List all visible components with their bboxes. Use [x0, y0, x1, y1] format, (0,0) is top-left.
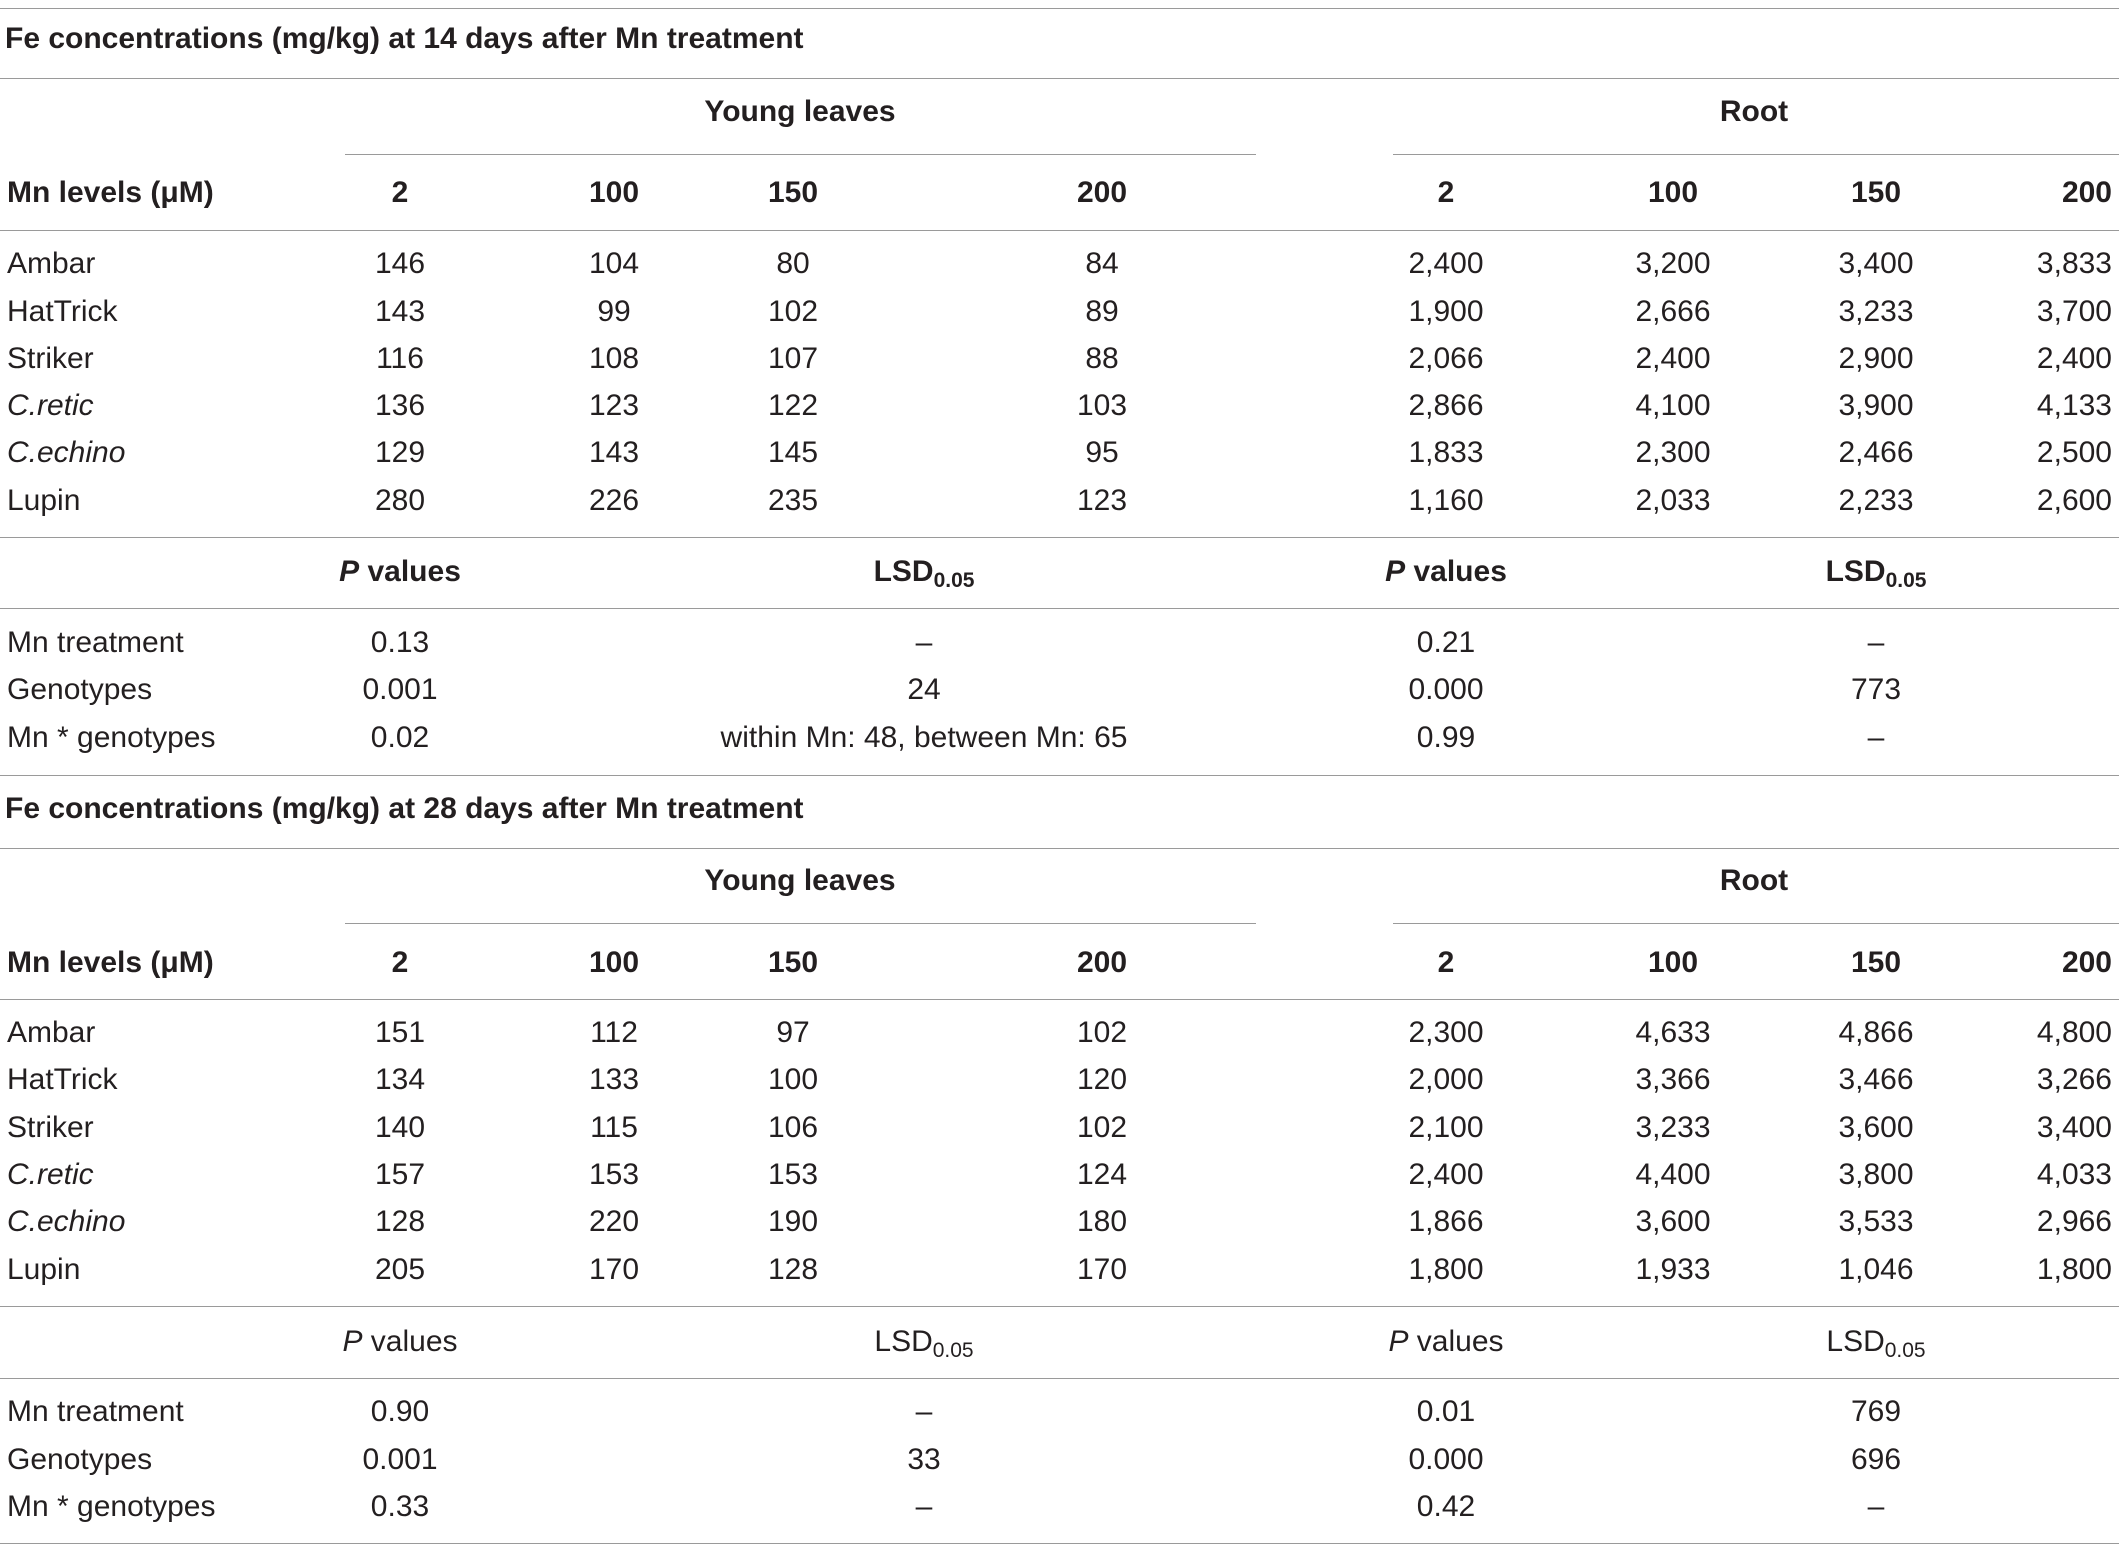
young-value-cell: 145 [767, 436, 819, 469]
young-level-header: 150 [767, 176, 819, 209]
young-value-cell: 280 [374, 484, 426, 517]
root-value-cell: 2,500 [2036, 436, 2112, 469]
root-value-cell: 2,000 [1408, 1063, 1484, 1096]
root-span-rule [1393, 923, 2119, 924]
genotype-label: HatTrick [7, 1063, 118, 1096]
stat-label: Mn treatment [7, 1395, 184, 1428]
genotype-label: Striker [7, 342, 94, 375]
young-value-cell: 116 [376, 342, 424, 375]
root-span-rule [1393, 154, 2119, 155]
root-value-cell: 1,160 [1408, 484, 1484, 517]
young-value-cell: 106 [767, 1111, 819, 1144]
root-value-cell: 3,400 [1838, 247, 1914, 280]
root-value-cell: 2,400 [1408, 247, 1484, 280]
root-value-cell: 4,800 [2036, 1016, 2112, 1049]
young-value-cell: 80 [776, 247, 810, 280]
row-header-mn-levels: Mn levels (μM) [7, 946, 214, 979]
lsd-label: LSD [1825, 555, 1886, 588]
root-value-cell: 2,900 [1838, 342, 1914, 375]
young-value-cell: 102 [767, 295, 819, 328]
root-lsd-value: – [1867, 626, 1885, 659]
young-lsd-value: – [915, 1395, 933, 1428]
young-lsd-value: – [915, 1490, 933, 1523]
young-p-values-header [342, 1327, 457, 1357]
root-value-cell: 3,233 [1838, 295, 1914, 328]
young-value-cell: 220 [588, 1205, 640, 1238]
young-p-value: 0.13 [370, 626, 430, 659]
section-title: Fe concentrations (mg/kg) at 14 days after Mn treatment [5, 22, 804, 55]
young-value-cell: 170 [588, 1253, 640, 1286]
root-value-cell: 3,400 [2036, 1111, 2112, 1144]
root-value-cell: 1,866 [1408, 1205, 1484, 1238]
root-level-header: 100 [1647, 176, 1699, 209]
root-lsd-header [1825, 555, 1927, 592]
root-p-values-header [1385, 557, 1507, 587]
young-value-cell: 143 [588, 436, 640, 469]
title-rule [0, 78, 2119, 79]
root-lsd-header [1826, 1325, 1926, 1362]
young-value-cell: 157 [374, 1158, 426, 1191]
young-leaves-group-header: Young leaves [704, 95, 896, 128]
root-value-cell: 3,600 [1838, 1111, 1914, 1144]
genotype-label: C.echino [7, 1205, 126, 1238]
lsd-label: LSD [874, 1325, 933, 1358]
young-value-cell: 84 [1085, 247, 1119, 280]
root-value-cell: 2,966 [2036, 1205, 2112, 1238]
young-value-cell: 123 [1076, 484, 1128, 517]
young-value-cell: 153 [767, 1158, 819, 1191]
young-p-value: 0.001 [362, 1443, 438, 1476]
young-value-cell: 128 [374, 1205, 426, 1238]
genotype-label: C.retic [7, 1158, 94, 1191]
young-value-cell: 151 [374, 1016, 426, 1049]
root-p-values-header [1388, 1327, 1503, 1357]
young-level-header: 100 [588, 176, 640, 209]
lsd-subscript: 0.05 [933, 569, 975, 592]
data-end-rule [0, 537, 2119, 538]
p-values-suffix: values [359, 555, 461, 588]
genotype-label: Striker [7, 1111, 94, 1144]
young-level-header: 2 [391, 946, 409, 979]
genotype-label: C.retic [7, 389, 94, 422]
young-leaves-span-rule [345, 923, 1256, 924]
young-lsd-value: – [915, 626, 933, 659]
root-value-cell: 1,046 [1838, 1253, 1914, 1286]
genotype-label: Ambar [7, 1016, 96, 1049]
genotype-label: C.echino [7, 436, 126, 469]
root-value-cell: 2,300 [1635, 436, 1711, 469]
header-rule [0, 999, 2119, 1000]
young-value-cell: 97 [776, 1016, 810, 1049]
young-p-value: 0.02 [370, 721, 430, 754]
root-value-cell: 2,066 [1408, 342, 1484, 375]
root-value-cell: 1,800 [1408, 1253, 1484, 1286]
root-value-cell: 3,366 [1635, 1063, 1711, 1096]
young-value-cell: 124 [1076, 1158, 1128, 1191]
young-value-cell: 226 [588, 484, 640, 517]
row-header-mn-levels: Mn levels (μM) [7, 176, 214, 209]
lsd-subscript: 0.05 [1884, 1339, 1926, 1362]
root-value-cell: 3,266 [2036, 1063, 2112, 1096]
section-end-rule [0, 1543, 2119, 1544]
root-level-header: 2 [1437, 946, 1455, 979]
root-lsd-value: 696 [1850, 1443, 1902, 1476]
root-value-cell: 3,800 [1838, 1158, 1914, 1191]
young-value-cell: 102 [1076, 1111, 1128, 1144]
root-value-cell: 3,600 [1635, 1205, 1711, 1238]
stat-label: Genotypes [7, 1443, 153, 1476]
root-value-cell: 2,600 [2036, 484, 2112, 517]
young-value-cell: 100 [767, 1063, 819, 1096]
root-value-cell: 3,700 [2036, 295, 2112, 328]
p-letter: P [342, 1325, 363, 1358]
root-value-cell: 1,800 [2036, 1253, 2112, 1286]
young-p-value: 0.90 [370, 1395, 430, 1428]
young-p-values-header [339, 557, 461, 587]
young-value-cell: 95 [1085, 436, 1119, 469]
header-rule [0, 230, 2119, 231]
p-letter: P [1388, 1325, 1409, 1358]
root-value-cell: 1,900 [1408, 295, 1484, 328]
p-values-suffix: values [1405, 555, 1507, 588]
root-level-header: 200 [2061, 176, 2112, 209]
root-level-header: 150 [1850, 946, 1902, 979]
root-p-value: 0.000 [1408, 673, 1484, 706]
young-value-cell: 129 [374, 436, 426, 469]
young-value-cell: 99 [597, 295, 631, 328]
root-value-cell: 3,466 [1838, 1063, 1914, 1096]
p-values-suffix: values [362, 1325, 458, 1358]
root-level-header: 2 [1437, 176, 1455, 209]
genotype-label: HatTrick [7, 295, 118, 328]
root-value-cell: 2,400 [1635, 342, 1711, 375]
young-value-cell: 190 [767, 1205, 819, 1238]
root-value-cell: 2,866 [1408, 389, 1484, 422]
young-level-header: 200 [1076, 946, 1128, 979]
root-level-header: 200 [2061, 946, 2112, 979]
root-value-cell: 2,666 [1635, 295, 1711, 328]
young-value-cell: 153 [588, 1158, 640, 1191]
p-letter: P [339, 555, 360, 588]
young-value-cell: 170 [1076, 1253, 1128, 1286]
young-value-cell: 235 [767, 484, 819, 517]
young-value-cell: 88 [1085, 342, 1119, 375]
root-lsd-value: – [1867, 1490, 1885, 1523]
young-p-value: 0.33 [370, 1490, 430, 1523]
root-p-value: 0.000 [1408, 1443, 1484, 1476]
young-leaves-group-header: Young leaves [704, 864, 896, 897]
root-value-cell: 3,200 [1635, 247, 1711, 280]
genotype-label: Lupin [7, 484, 81, 517]
root-value-cell: 2,100 [1408, 1111, 1484, 1144]
root-value-cell: 2,233 [1838, 484, 1914, 517]
root-value-cell: 3,900 [1838, 389, 1914, 422]
lsd-label: LSD [873, 555, 934, 588]
root-value-cell: 4,633 [1635, 1016, 1711, 1049]
root-value-cell: 1,933 [1635, 1253, 1711, 1286]
stats-header-rule [0, 608, 2119, 609]
young-value-cell: 112 [590, 1016, 638, 1049]
root-p-value: 0.42 [1416, 1490, 1476, 1523]
lsd-subscript: 0.05 [1885, 569, 1927, 592]
root-level-header: 100 [1647, 946, 1699, 979]
p-values-suffix: values [1408, 1325, 1504, 1358]
root-p-value: 0.99 [1416, 721, 1476, 754]
young-lsd-value: 33 [907, 1443, 941, 1476]
young-value-cell: 108 [588, 342, 640, 375]
young-value-cell: 205 [374, 1253, 426, 1286]
young-lsd-value: within Mn: 48, between Mn: 65 [720, 721, 1128, 754]
root-lsd-value: 773 [1850, 673, 1902, 706]
young-value-cell: 136 [374, 389, 426, 422]
young-level-header: 150 [767, 946, 819, 979]
young-lsd-value: 24 [907, 673, 941, 706]
root-value-cell: 4,400 [1635, 1158, 1711, 1191]
root-group-header: Root [1719, 864, 1789, 897]
genotype-label: Ambar [7, 247, 96, 280]
young-lsd-header [874, 1325, 974, 1362]
stats-header-rule [0, 1378, 2119, 1379]
young-value-cell: 103 [1076, 389, 1128, 422]
root-value-cell: 3,533 [1838, 1205, 1914, 1238]
data-end-rule [0, 1306, 2119, 1307]
young-level-header: 200 [1076, 176, 1128, 209]
young-value-cell: 115 [590, 1111, 638, 1144]
young-value-cell: 180 [1076, 1205, 1128, 1238]
title-rule [0, 848, 2119, 849]
root-value-cell: 2,400 [2036, 342, 2112, 375]
table-top-rule [0, 8, 2119, 9]
young-value-cell: 107 [767, 342, 819, 375]
root-value-cell: 4,133 [2036, 389, 2112, 422]
young-value-cell: 89 [1085, 295, 1119, 328]
young-leaves-span-rule [345, 154, 1256, 155]
young-value-cell: 122 [767, 389, 819, 422]
root-lsd-value: – [1867, 721, 1885, 754]
young-lsd-header [873, 555, 975, 592]
root-value-cell: 1,833 [1408, 436, 1484, 469]
root-p-value: 0.01 [1416, 1395, 1476, 1428]
root-value-cell: 2,466 [1838, 436, 1914, 469]
young-value-cell: 128 [767, 1253, 819, 1286]
root-value-cell: 3,233 [1635, 1111, 1711, 1144]
stat-label: Mn * genotypes [7, 1490, 216, 1523]
root-level-header: 150 [1850, 176, 1902, 209]
young-value-cell: 123 [588, 389, 640, 422]
stat-label: Mn treatment [7, 626, 184, 659]
young-value-cell: 133 [588, 1063, 640, 1096]
young-level-header: 100 [588, 946, 640, 979]
young-value-cell: 120 [1076, 1063, 1128, 1096]
young-value-cell: 134 [374, 1063, 426, 1096]
section-title: Fe concentrations (mg/kg) at 28 days after Mn treatment [5, 792, 804, 825]
lsd-label: LSD [1826, 1325, 1885, 1358]
root-value-cell: 2,033 [1635, 484, 1711, 517]
root-value-cell: 4,866 [1838, 1016, 1914, 1049]
stat-label: Genotypes [7, 673, 153, 706]
root-value-cell: 3,833 [2036, 247, 2112, 280]
section-end-rule [0, 775, 2119, 776]
young-level-header: 2 [391, 176, 409, 209]
stat-label: Mn * genotypes [7, 721, 216, 754]
lsd-subscript: 0.05 [932, 1339, 974, 1362]
genotype-label: Lupin [7, 1253, 81, 1286]
root-value-cell: 2,300 [1408, 1016, 1484, 1049]
root-group-header: Root [1719, 95, 1789, 128]
young-p-value: 0.001 [362, 673, 438, 706]
young-value-cell: 104 [588, 247, 640, 280]
root-lsd-value: 769 [1850, 1395, 1902, 1428]
root-value-cell: 4,033 [2036, 1158, 2112, 1191]
root-p-value: 0.21 [1416, 626, 1476, 659]
root-value-cell: 4,100 [1635, 389, 1711, 422]
young-value-cell: 102 [1076, 1016, 1128, 1049]
young-value-cell: 146 [374, 247, 426, 280]
young-value-cell: 143 [374, 295, 426, 328]
p-letter: P [1385, 555, 1406, 588]
young-value-cell: 140 [374, 1111, 426, 1144]
root-value-cell: 2,400 [1408, 1158, 1484, 1191]
